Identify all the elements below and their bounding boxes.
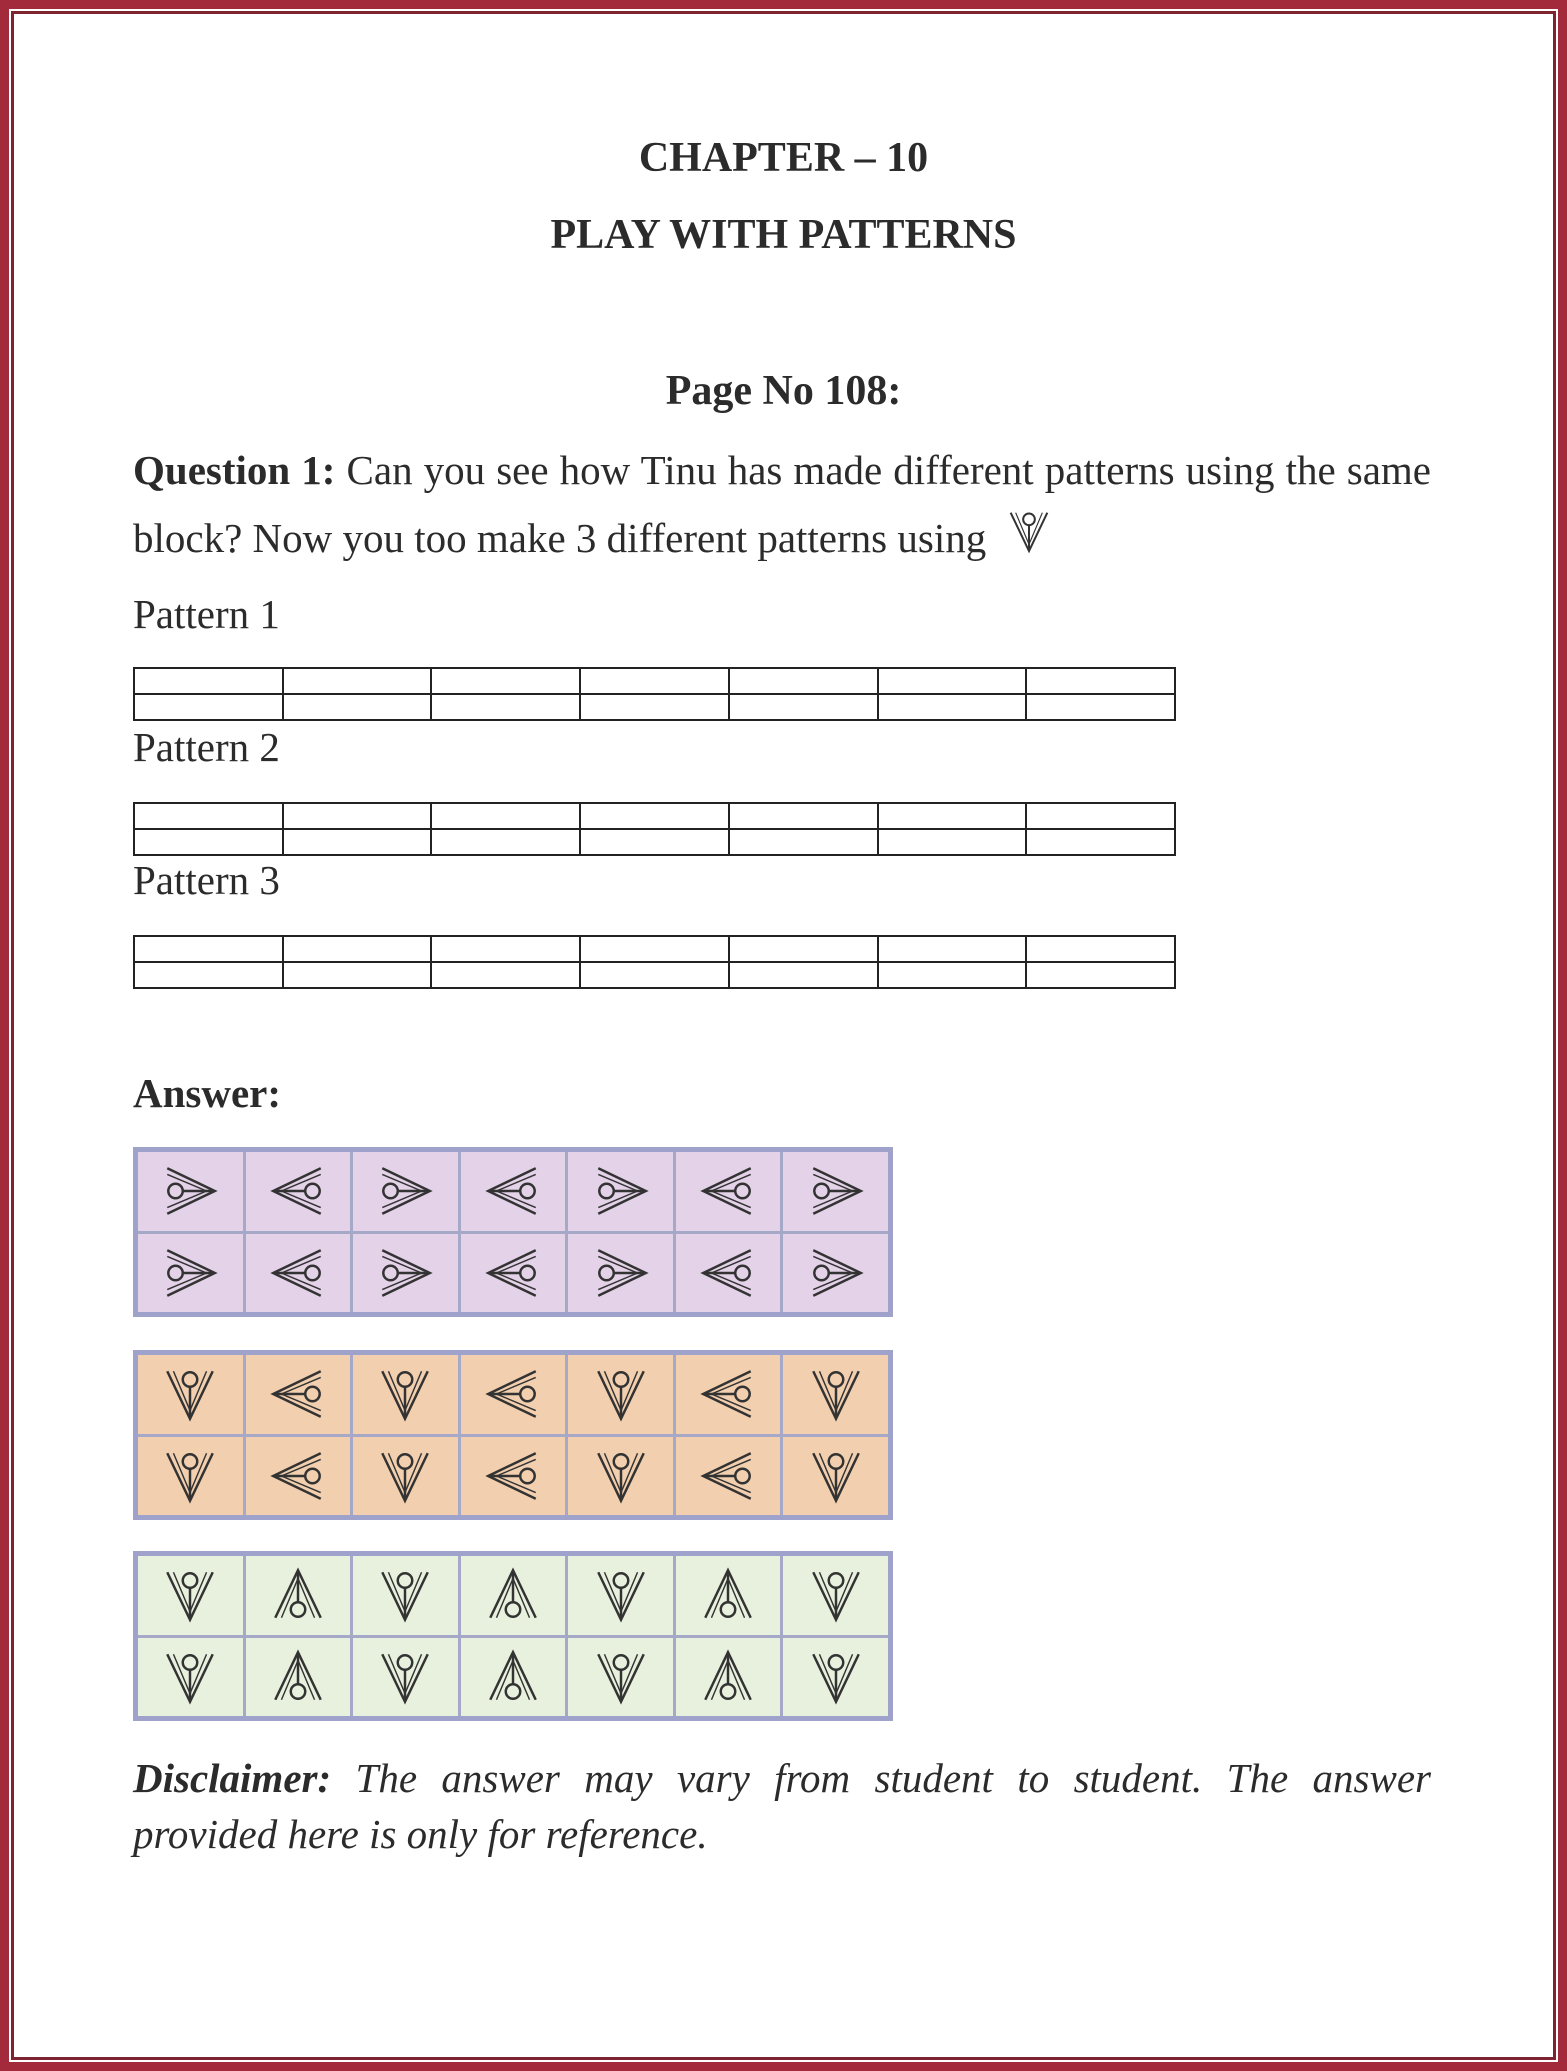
empty-cell: [431, 668, 580, 694]
pattern-cell: [246, 1234, 351, 1313]
answer-pattern-3: [133, 1551, 893, 1721]
empty-cell: [729, 829, 878, 855]
pattern-cell: [676, 1638, 781, 1717]
block-down-icon: [805, 1564, 867, 1626]
block-icon: [1004, 506, 1054, 556]
chapter-title: PLAY WITH PATTERNS: [550, 212, 1017, 258]
pattern-cell: [461, 1355, 566, 1434]
disclaimer: [133, 1750, 1431, 1862]
pattern-cell: [461, 1437, 566, 1516]
empty-cell: [878, 668, 1027, 694]
block-down-icon: [159, 1646, 221, 1708]
empty-cell: [878, 962, 1027, 988]
pattern-cell: [138, 1234, 243, 1313]
empty-cell: [134, 668, 283, 694]
empty-cell: [729, 803, 878, 829]
table-row: [134, 694, 1175, 720]
disclaimer-label: Disclaimer:: [133, 1755, 332, 1801]
pattern-cell: [568, 1355, 673, 1434]
block-down-icon: [805, 1445, 867, 1507]
pattern-cell: [568, 1152, 673, 1231]
pattern-cell: [353, 1437, 458, 1516]
block-right-icon: [374, 1160, 436, 1222]
block-up-icon: [697, 1646, 759, 1708]
block-down-icon: [374, 1646, 436, 1708]
empty-cell: [134, 936, 283, 962]
pattern-cell: [246, 1152, 351, 1231]
answer-pattern-1: [133, 1147, 893, 1317]
empty-cell: [878, 936, 1027, 962]
table-row: [134, 829, 1175, 855]
block-down-icon: [374, 1445, 436, 1507]
block-left-icon: [267, 1160, 329, 1222]
block-left-icon: [697, 1242, 759, 1304]
chapter-heading: CHAPTER – 10: [638, 135, 929, 181]
pattern-cell: [353, 1638, 458, 1717]
block-left-icon: [482, 1363, 544, 1425]
block-left-icon: [482, 1445, 544, 1507]
pattern-cell: [246, 1638, 351, 1717]
empty-cell: [431, 962, 580, 988]
pattern-cell: [353, 1355, 458, 1434]
pattern-cell: [676, 1437, 781, 1516]
answer-pattern-2: [133, 1350, 893, 1520]
pattern-cell: [246, 1556, 351, 1635]
disclaimer-text: The answer may vary from student to student. The answer provided here is only for reference.: [133, 1755, 1431, 1857]
block-left-icon: [697, 1160, 759, 1222]
empty-cell: [1026, 668, 1175, 694]
empty-cell: [431, 936, 580, 962]
empty-cell: [283, 668, 432, 694]
pattern-cell: [246, 1437, 351, 1516]
pattern-3-table: [133, 935, 1176, 989]
pattern-cell: [783, 1638, 888, 1717]
block-down-icon: [590, 1646, 652, 1708]
pattern-cell: [353, 1234, 458, 1313]
empty-cell: [878, 803, 1027, 829]
empty-cell: [283, 829, 432, 855]
block-down-icon: [159, 1363, 221, 1425]
block-right-icon: [590, 1242, 652, 1304]
empty-cell: [134, 829, 283, 855]
pattern-cell: [461, 1152, 566, 1231]
block-down-icon: [159, 1564, 221, 1626]
question-label: Question 1:: [133, 447, 336, 493]
block-left-icon: [267, 1445, 329, 1507]
block-up-icon: [482, 1646, 544, 1708]
pattern-cell: [353, 1556, 458, 1635]
block-left-icon: [482, 1242, 544, 1304]
pattern-cell: [568, 1437, 673, 1516]
block-down-icon: [805, 1646, 867, 1708]
empty-cell: [431, 803, 580, 829]
block-right-icon: [805, 1160, 867, 1222]
block-down-icon: [590, 1564, 652, 1626]
block-down-icon: [590, 1445, 652, 1507]
empty-cell: [431, 694, 580, 720]
table-row: [134, 936, 1175, 962]
block-left-icon: [697, 1363, 759, 1425]
block-up-icon: [697, 1564, 759, 1626]
empty-cell: [283, 803, 432, 829]
pattern-cell: [568, 1234, 673, 1313]
block-right-icon: [374, 1242, 436, 1304]
block-down-icon: [590, 1363, 652, 1425]
pattern-3-label: Pattern 3: [133, 857, 280, 903]
question-1: [133, 436, 1431, 572]
empty-cell: [878, 694, 1027, 720]
empty-cell: [134, 803, 283, 829]
empty-cell: [134, 694, 283, 720]
empty-cell: [729, 694, 878, 720]
empty-cell: [283, 936, 432, 962]
pattern-cell: [353, 1152, 458, 1231]
empty-cell: [283, 694, 432, 720]
empty-cell: [878, 829, 1027, 855]
pattern-cell: [676, 1152, 781, 1231]
table-row: [134, 668, 1175, 694]
block-down-icon: [805, 1363, 867, 1425]
pattern-cell: [461, 1556, 566, 1635]
empty-cell: [1026, 694, 1175, 720]
answer-label: Answer:: [133, 1070, 282, 1116]
pattern-2-table: [133, 802, 1176, 856]
empty-cell: [580, 668, 729, 694]
pattern-cell: [461, 1638, 566, 1717]
pattern-cell: [246, 1355, 351, 1434]
block-left-icon: [697, 1445, 759, 1507]
block-down-icon: [159, 1445, 221, 1507]
block-up-icon: [267, 1564, 329, 1626]
pattern-cell: [568, 1638, 673, 1717]
empty-cell: [580, 803, 729, 829]
block-up-icon: [267, 1646, 329, 1708]
pattern-cell: [783, 1152, 888, 1231]
pattern-cell: [138, 1556, 243, 1635]
pattern-cell: [676, 1556, 781, 1635]
empty-cell: [729, 936, 878, 962]
pattern-cell: [138, 1437, 243, 1516]
pattern-1-label: Pattern 1: [133, 591, 280, 637]
block-right-icon: [159, 1242, 221, 1304]
pattern-1-table: [133, 667, 1176, 721]
empty-cell: [134, 962, 283, 988]
block-down-icon: [374, 1564, 436, 1626]
empty-cell: [580, 694, 729, 720]
table-row: [134, 962, 1175, 988]
empty-cell: [1026, 803, 1175, 829]
pattern-cell: [783, 1234, 888, 1313]
empty-cell: [1026, 962, 1175, 988]
block-left-icon: [482, 1160, 544, 1222]
pattern-2-label: Pattern 2: [133, 724, 280, 770]
empty-cell: [431, 829, 580, 855]
empty-cell: [580, 936, 729, 962]
block-down-icon: [374, 1363, 436, 1425]
block-up-icon: [482, 1564, 544, 1626]
empty-cell: [580, 962, 729, 988]
pattern-cell: [568, 1556, 673, 1635]
pattern-cell: [138, 1152, 243, 1231]
pattern-cell: [676, 1234, 781, 1313]
block-left-icon: [267, 1363, 329, 1425]
block-right-icon: [805, 1242, 867, 1304]
pattern-cell: [138, 1355, 243, 1434]
block-right-icon: [159, 1160, 221, 1222]
table-row: [134, 803, 1175, 829]
empty-cell: [1026, 829, 1175, 855]
empty-cell: [729, 962, 878, 988]
pattern-cell: [783, 1355, 888, 1434]
pattern-cell: [461, 1234, 566, 1313]
pattern-cell: [783, 1437, 888, 1516]
empty-cell: [580, 829, 729, 855]
page-number: Page No 108:: [665, 368, 902, 414]
empty-cell: [1026, 936, 1175, 962]
pattern-cell: [676, 1355, 781, 1434]
block-left-icon: [267, 1242, 329, 1304]
question-text: Can you see how Tinu has made different patterns using the same block? Now you too make 3 different patterns using: [133, 447, 1431, 561]
empty-cell: [729, 668, 878, 694]
pattern-cell: [783, 1556, 888, 1635]
block-right-icon: [590, 1160, 652, 1222]
empty-cell: [283, 962, 432, 988]
pattern-cell: [138, 1638, 243, 1717]
